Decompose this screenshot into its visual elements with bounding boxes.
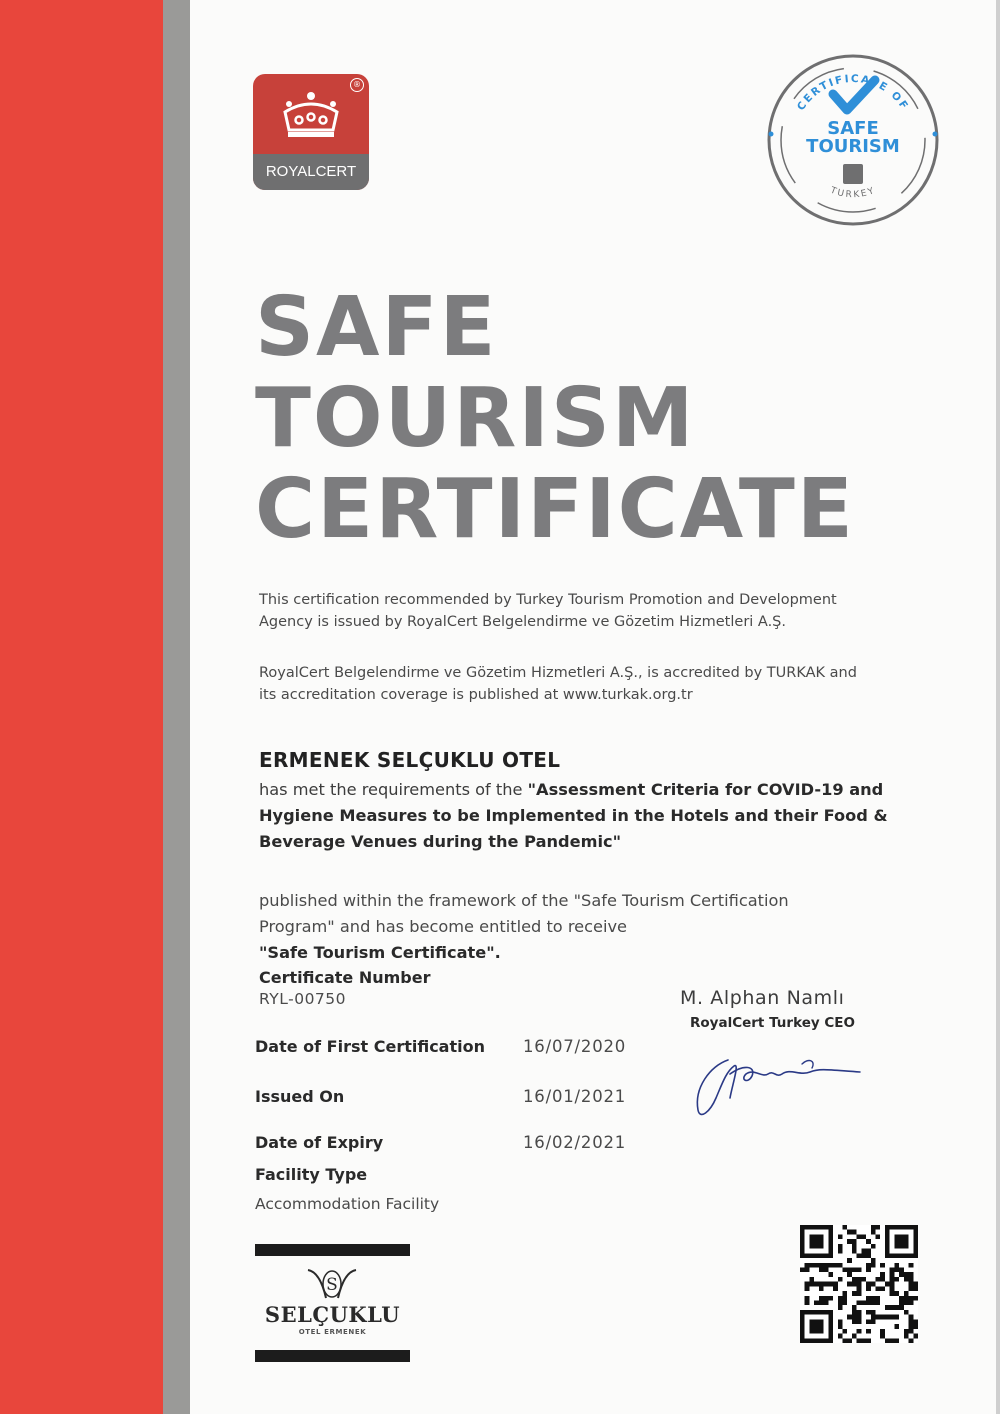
seal-arc-top: CERTIFICATE OF bbox=[795, 72, 911, 113]
grey-side-stripe bbox=[163, 0, 190, 1414]
selcuklu-wordmark: SELÇUKLU bbox=[264, 1302, 401, 1327]
intro-paragraph-2: RoyalCert Belgelendirme ve Gözetim Hizmetleri A.Ş., is accredited by TURKAK and its accreditation coverage is published at www.turkak.org.tr bbox=[259, 665, 857, 703]
facility-type-label: Facility Type bbox=[255, 1165, 368, 1184]
facility-type-value: Accommodation Facility bbox=[255, 1195, 440, 1213]
requirement-criteria: "Assessment Criteria for COVID-19 and Hygiene Measures to be Implemented in the Hotels and their Food & Beverage Venues during the Pandemic" bbox=[259, 780, 888, 851]
certificate-title bbox=[255, 282, 855, 555]
red-side-stripe bbox=[0, 0, 163, 1414]
signatory-title: RoyalCert Turkey CEO bbox=[690, 1015, 855, 1031]
first-certification-label: Date of First Certification bbox=[255, 1037, 485, 1056]
expiry-date: 16/02/2021 bbox=[523, 1133, 627, 1152]
title-line-3: CERTIFICATE bbox=[255, 462, 855, 557]
title-line-1: SAFE bbox=[255, 280, 498, 375]
svg-text:TURKEY bbox=[828, 185, 877, 200]
safe-tourism-seal bbox=[765, 52, 941, 228]
title-line-2: TOURISM bbox=[255, 371, 696, 466]
intro-paragraph-1: This certification recommended by Turkey Tourism Promotion and Development Agency is issued by RoyalCert Belgelendirme ve Gözetim Hizmetleri A.Ş. bbox=[259, 592, 837, 630]
qr-code[interactable] bbox=[800, 1225, 918, 1343]
selcuklu-emblem-icon bbox=[306, 1266, 358, 1302]
publication-text: published within the framework of the "Safe Tourism Certification Program" and has become entitled to receive bbox=[259, 891, 789, 936]
signatory-name: M. Alphan Namlı bbox=[680, 987, 845, 1009]
issued-on-date: 16/01/2021 bbox=[523, 1087, 627, 1106]
royalcert-wordmark: ROYALCERT bbox=[253, 154, 369, 190]
requirement-prefix: has met the requirements of the bbox=[259, 780, 528, 799]
first-certification-date: 16/07/2020 bbox=[523, 1037, 627, 1056]
logo-bar-top bbox=[255, 1244, 410, 1256]
certificate-name: "Safe Tourism Certificate". bbox=[259, 943, 501, 962]
handwritten-signature bbox=[690, 1048, 865, 1128]
seal-arc-bottom: TURKEY bbox=[828, 185, 878, 201]
seal-line2: TOURISM bbox=[806, 136, 900, 157]
certificate-number: RYL-00750 bbox=[259, 990, 347, 1008]
crown-icon bbox=[279, 90, 343, 140]
seal-royalcert-badge bbox=[843, 164, 863, 184]
registered-mark: ® bbox=[350, 78, 364, 92]
expiry-label: Date of Expiry bbox=[255, 1133, 384, 1152]
certificate-number-label: Certificate Number bbox=[259, 968, 431, 987]
selcuklu-logo bbox=[255, 1244, 410, 1362]
selcuklu-subtitle: OTEL ERMENEK bbox=[298, 1328, 367, 1336]
publication-statement bbox=[259, 888, 859, 966]
selcuklu-emblem-letter: S bbox=[326, 1275, 338, 1295]
requirement-statement bbox=[259, 777, 899, 855]
issued-on-label: Issued On bbox=[255, 1087, 345, 1106]
hotel-name: ERMENEK SELÇUKLU OTEL bbox=[259, 748, 561, 772]
royalcert-logo bbox=[253, 74, 369, 190]
page-edge bbox=[996, 0, 1000, 1414]
seal-line1: SAFE bbox=[827, 118, 879, 139]
logo-bar-bottom bbox=[255, 1350, 410, 1362]
